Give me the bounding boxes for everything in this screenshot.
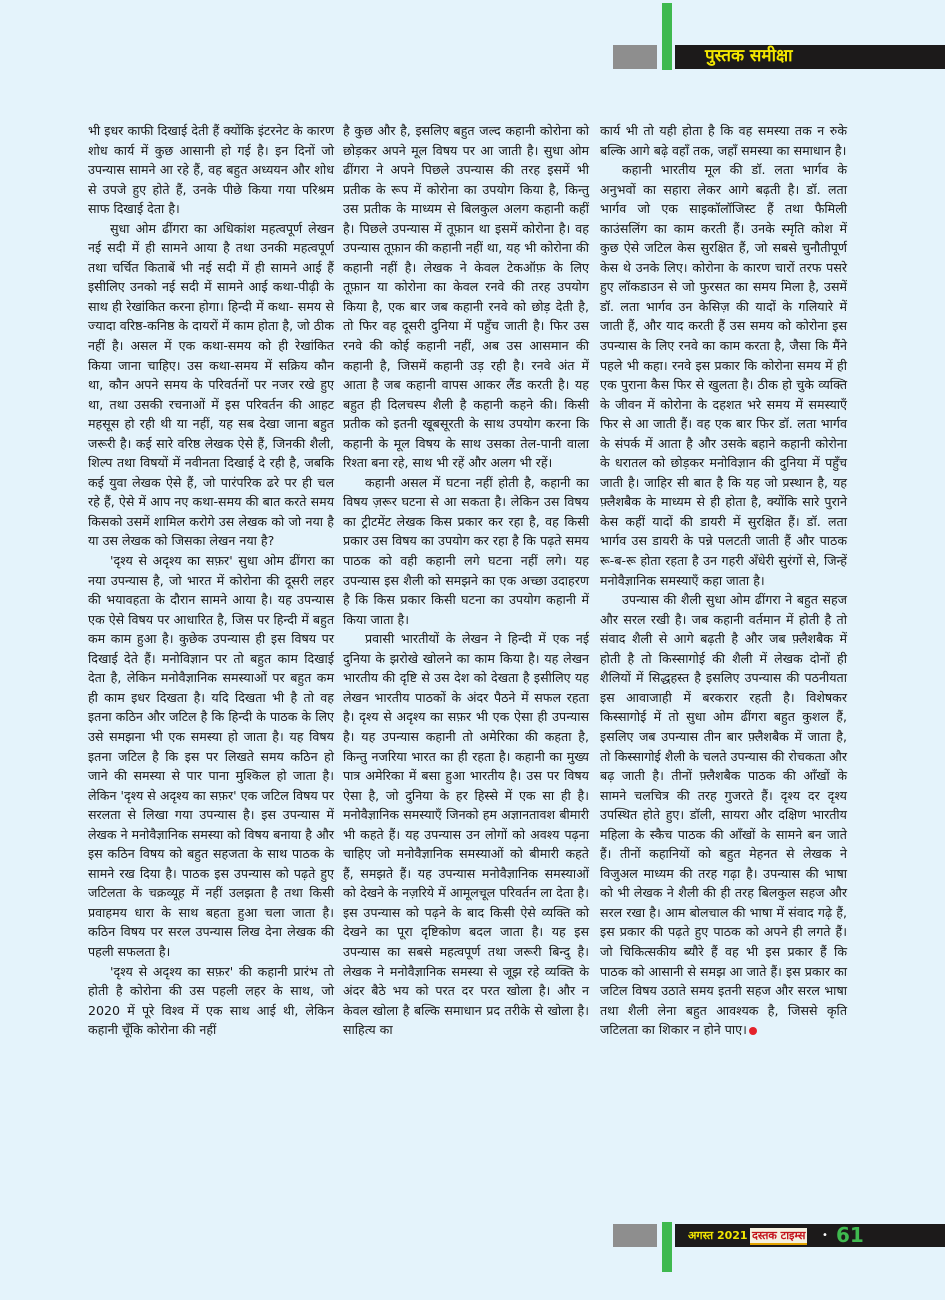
footer-separator: • xyxy=(822,1230,828,1241)
paragraph: सुधा ओम ढींगरा का अधिकांश महत्वपूर्ण लेखन नई सदी में ही सामने आया है तथा उनकी महत्वपूर्ण तथा चर्चित किताबें भी नई सदी में ही सामने आई हैं इसीलिए उनको नई सदी में सामने आई कथा-पीढ़ी के साथ ही रेखांकित करना होगा। हिन्दी में कथा- समय से ज्यादा वरिष्ठ-कनिष्ठ के दायरों में काम होता है, जो ठीक नहीं है। असल में एक कथा-समय को ही रेखांकित किया जाना चाहिए। उस कथा-समय में सक्रिय कौन था, कौन अपने समय के परिवर्तनों पर नजर रखे हुए था, तथा उसकी रचनाओं में इस परिवर्तन की आहट महसूस हो रही थी या नहीं, यह सब देखा जाना बहुत जरूरी है। कई सारे वरिष्ठ लेखक ऐसे हैं, जिनकी शैली, शिल्प तथा विषयों में नवीनता दिखाई दे रही है, जबकि कई युवा लेखक ऐसे हैं, जो पारंपरिक ढरे पर ही चल रहे हैं, ऐसे में आप नए कथा-समय की बात करते समय किसको उसमें शामिल करोगे उस लेखक को जो नया है या उस लेखक को जिसका लेखन नया है? xyxy=(88,220,334,549)
end-mark-icon xyxy=(749,1027,757,1035)
paragraph-last xyxy=(600,590,847,1040)
article-column-3 xyxy=(600,121,847,1040)
paragraph: कहानी असल में घटना नहीं होती है, कहानी का विषय ज़रूर घटना से आ सकता है। लेकिन उस विषय का ट्रीटमेंट लेखक किस प्रकार कर रहा है, वह किसी प्रकार उस विषय का उपयोग कर रहा है कि पढ़ते समय पाठक को वही कहानी लगे घटना नहीं लगे। यह उपन्यास इस शैली को समझने का एक अच्छा उदाहरण है कि किस प्रकार किसी घटना का उपयोग कहानी में किया जाता है। xyxy=(343,474,589,627)
footer-green-bar xyxy=(662,1222,672,1272)
paragraph: है कुछ और है, इसलिए बहुत जल्द कहानी कोरोना को छोड़कर अपने मूल विषय पर आ जाती है। सुधा ओम ढींगरा ने अपने पिछले उपन्यास की तरह इसमें भी प्रतीक के रूप में कोरोना का उपयोग किया है, किन्तु उस प्रतीक के माध्यम से बिलकुल अलग कहानी कहीं है। पिछले उपन्यास में तूफ़ान था इसमें कोरोना है। वह उपन्यास तूफ़ान की कहानी नहीं था, यह भी कोरोना की कहानी नहीं है। लेखक ने केवल टेकऑफ़ के लिए तूफ़ान या कोरोना का केवल रनवे की तरह उपयोग किया है, एक बार जब कहानी रनवे को छोड़ देती है, तो फिर वह दूसरी दुनिया में पहुँच जाती है। फिर उस रनवे की कोई कहानी नहीं, अब उस आसमान की कहानी है, जिसमें कहानी उड़ रही है। रनवे अंत में आता है जब कहानी वापस आकर लैंड करती है। यह बहुत ही दिलचस्प शैली है कहानी कहने की। किसी प्रतीक को इतनी खूबसूरती के साथ उपयोग करना कि कहानी के मूल विषय के साथ उसका तेल-पानी वाला रिश्ता बना रहे, साथ भी रहें और अलग भी रहें। xyxy=(343,123,589,471)
paragraph: 'दृश्य से अदृश्य का सफ़र' सुधा ओम ढींगरा का नया उपन्यास है, जो भारत में कोरोना की दूसरी लहर की भयावहता के दौरान सामने आया है। यह उपन्यास एक ऐसे विषय पर आधारित है, जिस पर हिन्दी में बहुत कम काम हुआ है। कुछेक उपन्यास ही इस विषय पर दिखाई देते हैं। मनोविज्ञान पर तो बहुत काम दिखाई देता है, लेकिन मनोवैज्ञानिक समस्याओं पर बहुत कम ही काम इधर दिखता है। यदि दिखता भी है तो वह इतना कठिन और जटिल है कि हिन्दी के पाठक के लिए उसे समझना भी एक समस्या हो जाता है। यह विषय इतना जटिल है कि इस पर लिखते समय कठिन हो जाने की समस्या से पार पाना मुश्किल हो जाता है। लेकिन 'दृश्य से अदृश्य का सफ़र' एक जटिल विषय पर सरलता से लिखा गया उपन्यास है। इस उपन्यास में लेखक ने मनोवैज्ञानिक समस्या को विषय बनाया है और इस कठिन विषय को बहुत सहजता के साथ पाठक के सामने रख दिया है। पाठक इस उपन्यास को पढ़ते हुए जटिलता के चक्रव्यूह में नहीं उलझता है तथा किसी प्रवाहमय धारा के साथ बहता हुआ चला जाता है। कठिन विषय पर सरल उपन्यास लिख देना लेखक की पहली सफलता है। xyxy=(88,553,334,959)
paragraph: कहानी भारतीय मूल की डॉ. लता भार्गव के अनुभवों का सहारा लेकर आगे बढ़ती है। डॉ. लता भार्गव जो एक साइकॉलॉजिस्ट हैं तथा फैमिली काउंसलिंग का काम करती हैं। उनके स्मृति कोश में कुछ ऐसे जटिल केस सुरक्षित हैं, जो सबसे चुनौतीपूर्ण केस थे उनके लिए। कोरोना के कारण चारों तरफ पसरे हुए लॉकडाउन से जो फुरसत का समय मिला है, उसमें डॉ. लता भार्गव उन केसिज़ की यादों के गलियारे में जाती हैं, और याद करती हैं उस समय को कोरोना इस उपन्यास के लिए रनवे का काम करता है, जैसा कि मैंने पहले भी कहा। रनवे इस प्रकार कि कोरोना समय में ही एक पुराना कैस फिर से खुलता है। ठीक हो चुके व्यक्ति के जीवन में कोरोना के दहशत भरे समय में समस्याएँ फिर से आ जाती हैं। वह एक बार फिर डॉ. लता भार्गव के संपर्क में आता है और उसके बहाने कहानी कोरोना के धरातल को छोड़कर मनोविज्ञान की दुनिया में पहुँच जाती है। जाहिर सी बात है कि यह जो प्रस्थान है, यह फ़्लैशबैक के माध्यम से ही होता है, क्योंकि सारे पुराने केस कहीं यादों की डायरी में सुरक्षित हैं। डॉ. लता भार्गव उस डायरी के पन्ने पलटती जाती हैं और पाठक रू-ब-रू होता रहता है उन गहरी अँधेरी सुरंगों से, जिन्हें मनोवैज्ञानिक समस्याएँ कहा जाता है। xyxy=(600,162,847,588)
article-column-1 xyxy=(88,121,334,1040)
paragraph: कार्य भी तो यही होता है कि वह समस्या तक न रुके बल्कि आगे बढ़े वहाँ तक, जहाँ समस्या का समाधान है। xyxy=(600,123,847,158)
paragraph: 'दृश्य से अदृश्य का सफ़र' की कहानी प्रारंभ तो होती है कोरोना की उस पहली लहर के साथ, जो 2020 में पूरे विश्व में एक साथ आई थी, लेकिन कहानी चूँकि कोरोना की नहीं xyxy=(88,963,334,1038)
magazine-logo: दस्तक टाइम्स xyxy=(750,1228,807,1245)
paragraph: प्रवासी भारतीयों के लेखन ने हिन्दी में एक नई दुनिया के झरोखे खोलने का काम किया है। यह लेखन भारतीय की दृष्टि से उस देश को देखता है इसीलिए यह लेखन भारतीय पाठकों के अंदर पैठने में सफल रहता है। दृश्य से अदृश्य का सफ़र भी एक ऐसा ही उपन्यास है। यह उपन्यास कहानी तो अमेरिका की कहता है, किन्तु नजरिया भारत का ही रहता है। कहानी का मुख्य पात्र अमेरिका में बसा हुआ भारतीय है। उस पर विषय ऐसा है, जो दुनिया के हर हिस्से में एक सा ही है। मनोवैज्ञानिक समस्याएँ जिनको हम अज्ञानतावश बीमारी भी कहते हैं। यह उपन्यास उन लोगों को अवश्य पढ़ना चाहिए जो मनोवैज्ञानिक समस्याओं को बीमारी कहते हैं, समझते हैं। यह उपन्यास मनोवैज्ञानिक समस्याओं को देखने के नज़रिये में आमूलचूल परिवर्तन ला देता है। इस उपन्यास को पढ़ने के बाद किसी ऐसे व्यक्ति को देखने का पूरा दृष्टिकोण बदल जाता है। यह इस उपन्यास का सबसे महत्वपूर्ण तथा जरूरी बिन्दु है। लेखक ने मनोवैज्ञानिक समस्या से जूझ रहे व्यक्ति के अंदर बैठे भय को परत दर परत खोला है। और न केवल खोला है बल्कि समाधान प्रद तरीके से खोला है। साहित्य का xyxy=(343,631,589,1038)
page-number: 61 xyxy=(836,1223,864,1247)
header-green-bar xyxy=(662,3,672,70)
issue-month: अगस्त 2021 xyxy=(688,1229,748,1242)
article-column-2 xyxy=(343,121,589,1040)
header-grey-block xyxy=(613,45,657,69)
footer-grey-block xyxy=(613,1224,657,1247)
paragraph-text: उपन्यास की शैली सुधा ओम ढींगरा ने बहुत सहज और सरल रखी है। जब कहानी वर्तमान में होती है तो संवाद शैली से आगे बढ़ती है और जब फ़्लैशबैक में होती है तो किस्सागोई की शैली में लेखक दोनों ही शैलियों में सिद्धहस्त है इसलिए उपन्यास की पठनीयता इस आवाजाही में बरकरार रहती है। विशेषकर किस्सागोई में तो सुधा ओम ढींगरा बहुत कुशल हैं, इसलिए जब उपन्यास तीन बार फ़्लैशबैक में जाता है, तो किस्सागोई शैली के चलते उपन्यास की रोचकता और बढ़ जाती है। तीनों फ़्लैशबैक पाठक की आँखों के सामने चलचित्र की तरह गुजरते हैं। दृश्य दर दृश्य उपस्थित होते हुए। डॉली, सायरा और दक्षिण भारतीय महिला के स्कैच पाठक की आँखों के सामने बन जाते हैं। तीनों कहानियों को बहुत मेहनत से लेखक ने विजुअल माध्यम की तरह गढ़ा है। उपन्यास की भाषा को भी लेखक ने शैली की ही तरह बिलकुल सहज और सरल रखा है। आम बोलचाल की भाषा में संवाद गढ़े हैं, इस प्रकार की पढ़ते हुए पाठक को अपने ही लगते हैं। जो चिकित्सकीय ब्यौरे हैं वह भी इस प्रकार हैं कि पाठक को आसानी से समझ आ जाते हैं। इस प्रकार का जटिल विषय उठाते समय इतनी सहज और सरल भाषा तथा शैली लेना बहुत आवश्यक है, जिससे कृति जटिलता का शिकार न होने पाए। xyxy=(600,592,847,1038)
section-title: पुस्तक समीक्षा xyxy=(705,46,793,66)
paragraph: भी इधर काफी दिखाई देती हैं क्योंकि इंटरनेट के कारण शोध कार्य में कुछ आसानी हो गई है। इन दिनों जो उपन्यास सामने आ रहे हैं, वह बहुत अध्ययन और शोध से उपजे हुए होते हैं, उनके पीछे किया गया परिश्रम साफ दिखाई देता है। xyxy=(88,123,334,217)
